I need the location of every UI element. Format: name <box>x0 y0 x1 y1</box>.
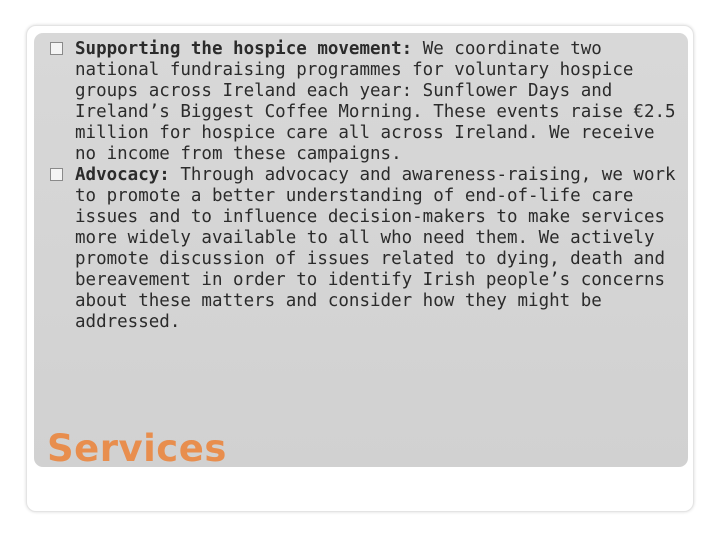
checkbox-bullet-icon <box>50 42 63 55</box>
bullet-text: We coordinate two national fundraising programmes for voluntary hospice groups across Ireland each year: Sunflower Days and Ireland’s Biggest Coffee Morning. These events raise €2.5 million for hospice care all across Ireland. We receive no income from these campaigns. <box>75 39 676 164</box>
bullet-heading: Supporting the hospice movement: <box>75 39 413 59</box>
bullet-supporting-hospice <box>50 39 682 165</box>
bullet-advocacy <box>50 165 682 333</box>
bullet-heading: Advocacy: <box>75 165 170 185</box>
checkbox-bullet-icon <box>50 168 63 181</box>
bullet-text: Through advocacy and awareness-raising, we work to promote a better understanding of end-of-life care issues and to influence decision-makers to make services more widely available to all who need them. We actively promote discussion of issues related to dying, death and bereavement in order to identify Irish people’s concerns about these matters and consider how they might be addressed. <box>75 165 676 332</box>
slide-title: Services <box>47 427 227 470</box>
bullet-list <box>50 39 682 333</box>
